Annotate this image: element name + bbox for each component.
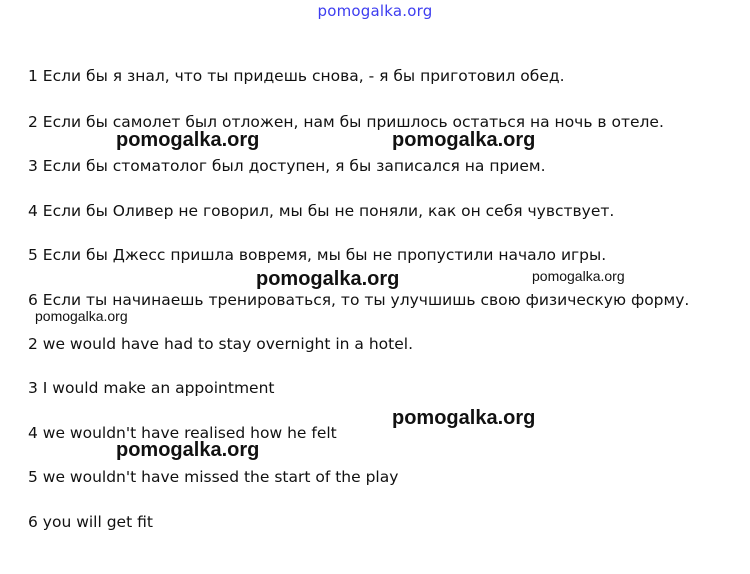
watermark: pomogalka.org bbox=[116, 129, 260, 151]
sentence-ru-5: 5 Если бы Джесс пришла вовремя, мы бы не пропустили начало игры. bbox=[28, 246, 607, 264]
answer-en-4: 4 we wouldn't have realised how he felt bbox=[28, 424, 337, 442]
watermark: pomogalka.org bbox=[35, 308, 128, 324]
watermark: pomogalka.org bbox=[256, 268, 400, 290]
watermark: pomogalka.org bbox=[532, 268, 625, 284]
site-logo: pomogalka.org bbox=[317, 2, 433, 20]
watermark: pomogalka.org bbox=[392, 129, 536, 151]
sentence-ru-4: 4 Если бы Оливер не говорил, мы бы не поняли, как он себя чувствует. bbox=[28, 202, 615, 220]
answer-en-6: 6 you will get fit bbox=[28, 513, 153, 531]
sentence-ru-2: 2 Если бы самолет был отложен, нам бы пришлось остаться на ночь в отеле. bbox=[28, 113, 664, 131]
sentence-ru-6: 6 Если ты начинаешь тренироваться, то ты улучшишь свою физическую форму. bbox=[28, 291, 690, 309]
answer-en-2: 2 we would have had to stay overnight in a hotel. bbox=[28, 335, 413, 353]
answer-en-5: 5 we wouldn't have missed the start of the play bbox=[28, 468, 399, 486]
watermark: pomogalka.org bbox=[116, 439, 260, 461]
sentence-ru-3: 3 Если бы стоматолог был доступен, я бы записался на прием. bbox=[28, 157, 546, 175]
answer-en-3: 3 I would make an appointment bbox=[28, 379, 275, 397]
watermark: pomogalka.org bbox=[392, 407, 536, 429]
sentence-ru-1: 1 Если бы я знал, что ты придешь снова, - я бы приготовил обед. bbox=[28, 67, 565, 85]
